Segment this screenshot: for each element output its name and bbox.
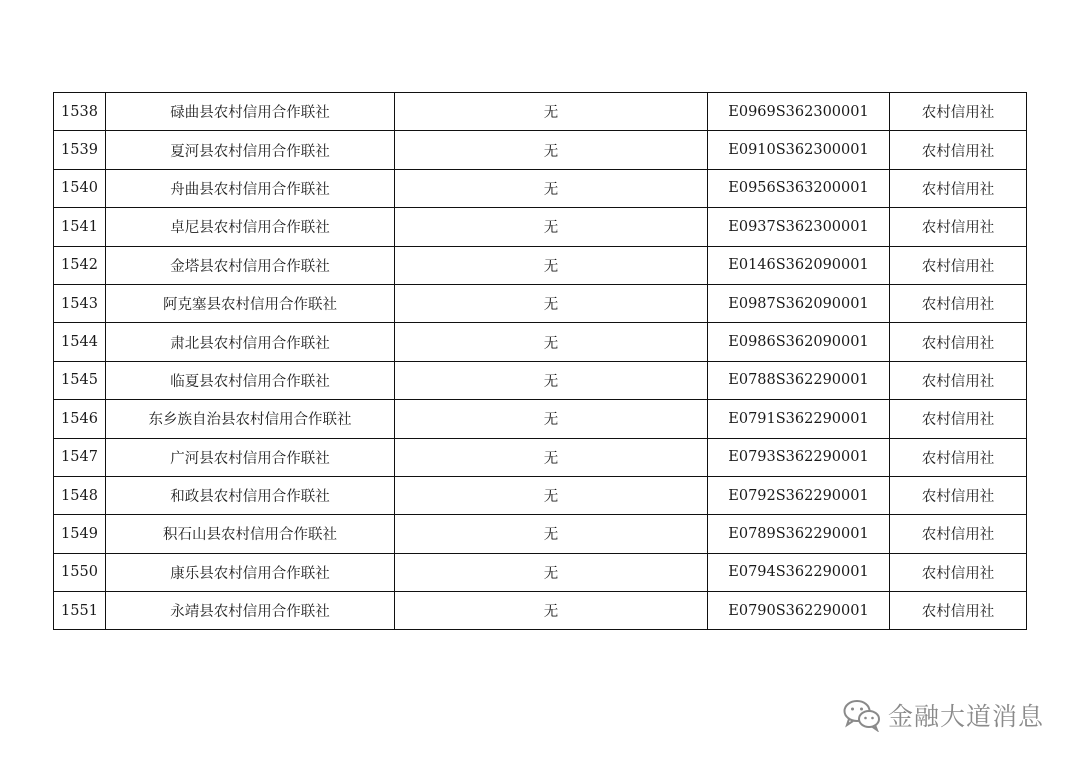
institution-type: 农村信用社	[890, 208, 1027, 246]
watermark-text: 金融大道消息	[887, 702, 1044, 731]
table-body	[54, 93, 1027, 630]
institution-code: E0794S362290001	[708, 553, 890, 591]
row-number: 1539	[54, 131, 106, 169]
other-name: 无	[395, 131, 708, 169]
institution-name: 广河县农村信用合作联社	[106, 438, 395, 476]
institution-type: 农村信用社	[890, 400, 1027, 438]
institution-code: E0956S363200001	[708, 169, 890, 207]
table-row	[54, 208, 1027, 246]
table-row	[54, 169, 1027, 207]
institution-name: 肃北县农村信用合作联社	[106, 323, 395, 361]
row-number: 1544	[54, 323, 106, 361]
institution-code: E0910S362300001	[708, 131, 890, 169]
institution-type: 农村信用社	[890, 323, 1027, 361]
institution-table-container	[53, 92, 1027, 630]
institution-type: 农村信用社	[890, 515, 1027, 553]
table-row	[54, 592, 1027, 630]
institution-name: 夏河县农村信用合作联社	[106, 131, 395, 169]
institution-type: 农村信用社	[890, 553, 1027, 591]
institution-code: E0969S362300001	[708, 93, 890, 131]
institution-name: 碌曲县农村信用合作联社	[106, 93, 395, 131]
row-number: 1540	[54, 169, 106, 207]
institution-code: E0986S362090001	[708, 323, 890, 361]
institution-name: 卓尼县农村信用合作联社	[106, 208, 395, 246]
institution-name: 阿克塞县农村信用合作联社	[106, 284, 395, 322]
institution-name: 东乡族自治县农村信用合作联社	[106, 400, 395, 438]
table-row	[54, 131, 1027, 169]
row-number: 1547	[54, 438, 106, 476]
institution-code: E0793S362290001	[708, 438, 890, 476]
institution-type: 农村信用社	[890, 361, 1027, 399]
row-number: 1546	[54, 400, 106, 438]
institution-code: E0789S362290001	[708, 515, 890, 553]
other-name: 无	[395, 361, 708, 399]
other-name: 无	[395, 246, 708, 284]
institution-type: 农村信用社	[890, 93, 1027, 131]
institution-name: 金塔县农村信用合作联社	[106, 246, 395, 284]
row-number: 1550	[54, 553, 106, 591]
institution-code: E0788S362290001	[708, 361, 890, 399]
institution-name: 康乐县农村信用合作联社	[106, 553, 395, 591]
other-name: 无	[395, 438, 708, 476]
other-name: 无	[395, 592, 708, 630]
institution-name: 和政县农村信用合作联社	[106, 476, 395, 514]
institution-name: 积石山县农村信用合作联社	[106, 515, 395, 553]
other-name: 无	[395, 476, 708, 514]
institution-code: E0792S362290001	[708, 476, 890, 514]
row-number: 1543	[54, 284, 106, 322]
other-name: 无	[395, 400, 708, 438]
institution-type: 农村信用社	[890, 246, 1027, 284]
institution-code: E0791S362290001	[708, 400, 890, 438]
institution-code: E0146S362090001	[708, 246, 890, 284]
institution-code: E0937S362300001	[708, 208, 890, 246]
other-name: 无	[395, 169, 708, 207]
table-row	[54, 515, 1027, 553]
watermark	[842, 697, 1044, 733]
institution-code: E0790S362290001	[708, 592, 890, 630]
table-row	[54, 361, 1027, 399]
other-name: 无	[395, 553, 708, 591]
other-name: 无	[395, 93, 708, 131]
other-name: 无	[395, 515, 708, 553]
row-number: 1541	[54, 208, 106, 246]
institution-table	[53, 92, 1027, 630]
table-row	[54, 476, 1027, 514]
institution-code: E0987S362090001	[708, 284, 890, 322]
table-row	[54, 553, 1027, 591]
table-row	[54, 438, 1027, 476]
institution-name: 舟曲县农村信用合作联社	[106, 169, 395, 207]
institution-name: 永靖县农村信用合作联社	[106, 592, 395, 630]
institution-type: 农村信用社	[890, 284, 1027, 322]
wechat-icon	[842, 698, 882, 732]
institution-type: 农村信用社	[890, 438, 1027, 476]
row-number: 1551	[54, 592, 106, 630]
table-row	[54, 284, 1027, 322]
row-number: 1542	[54, 246, 106, 284]
institution-type: 农村信用社	[890, 131, 1027, 169]
row-number: 1538	[54, 93, 106, 131]
institution-name: 临夏县农村信用合作联社	[106, 361, 395, 399]
table-row	[54, 323, 1027, 361]
other-name: 无	[395, 284, 708, 322]
institution-type: 农村信用社	[890, 592, 1027, 630]
row-number: 1545	[54, 361, 106, 399]
table-row	[54, 400, 1027, 438]
other-name: 无	[395, 208, 708, 246]
row-number: 1549	[54, 515, 106, 553]
table-row	[54, 246, 1027, 284]
row-number: 1548	[54, 476, 106, 514]
other-name: 无	[395, 323, 708, 361]
institution-type: 农村信用社	[890, 169, 1027, 207]
institution-type: 农村信用社	[890, 476, 1027, 514]
table-row	[54, 93, 1027, 131]
